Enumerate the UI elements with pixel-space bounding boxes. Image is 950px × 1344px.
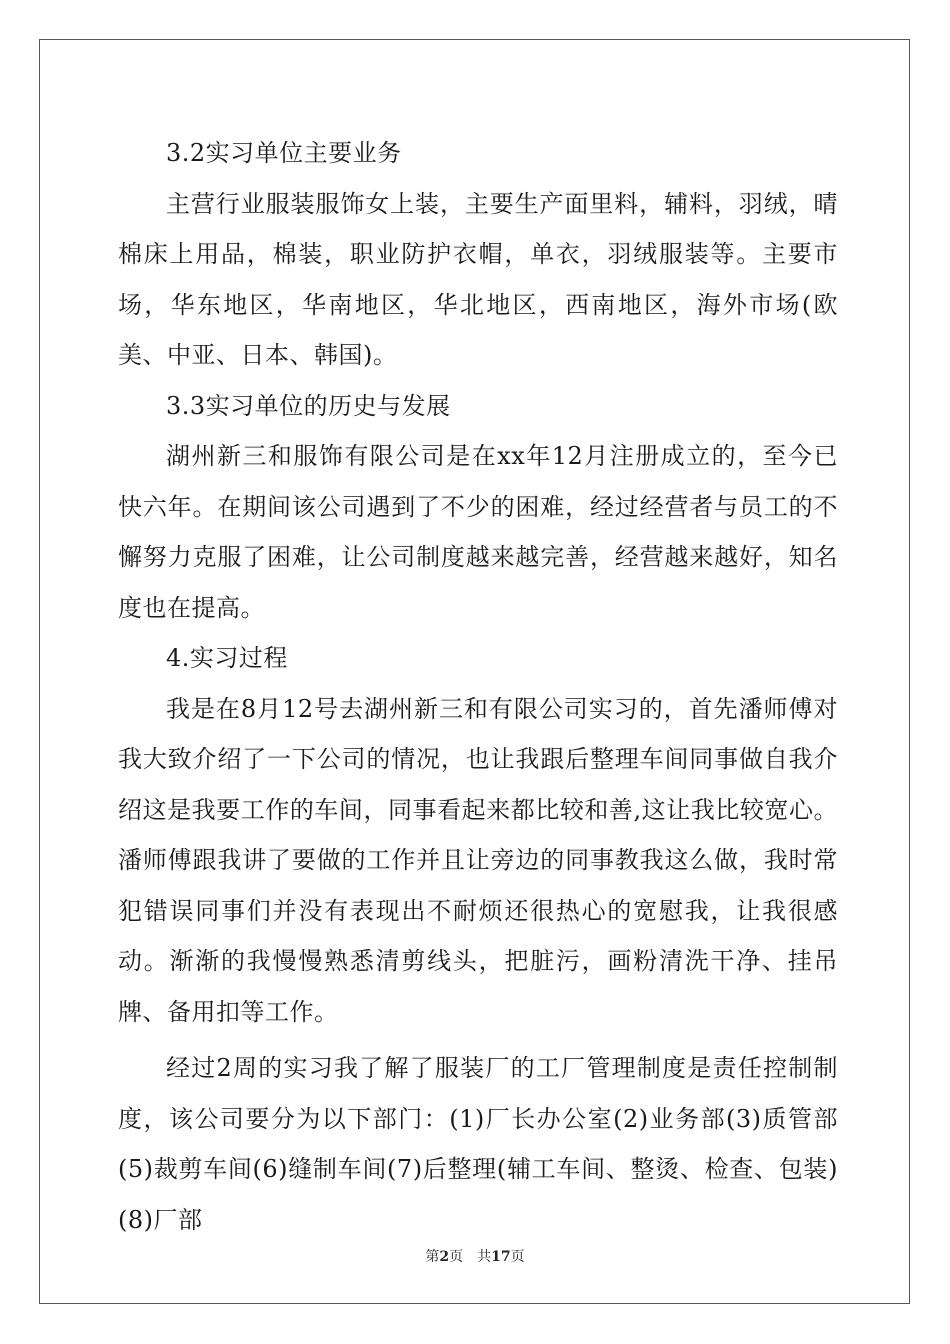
section-heading-3-2: 3.2实习单位主要业务 — [166, 139, 402, 167]
footer-total-prefix: 共 — [477, 1249, 492, 1265]
paragraph-departments: 经过2周的实习我了解了服装厂的工厂管理制度是责任控制制度，该公司要分为以下部门：(1)厂长办公室(2)业务部(3)质管部(5)裁剪车间(6)缝制车间(7)后整理(辅工车间、整烫、检查、包装)(8)厂部 — [118, 1054, 838, 1234]
page-footer — [0, 1246, 950, 1266]
paragraph-internship-process: 我是在8月12号去湖州新三和有限公司实习的，首先潘师傅对我大致介绍了一下公司的情况，也让我跟后整理车间同事做自我介绍这是我要工作的车间，同事看起来都比较和善,这让我比较宽心。潘师傅跟我讲了要做的工作并且让旁边的同事教我这么做，我时常犯错误同事们并没有表现出不耐烦还很热心的宽慰我，让我很感动。渐渐的我慢慢熟悉清剪线头，把脏污，画粉清洗干净、挂吊牌、备用扣等工作。 — [118, 694, 838, 1026]
footer-page-current: 2 — [439, 1249, 450, 1265]
footer-page-prefix: 第 — [425, 1249, 440, 1265]
footer-page-total: 17 — [491, 1249, 511, 1265]
footer-total-suffix: 页 — [510, 1249, 525, 1265]
paragraph-history: 湖州新三和服饰有限公司是在xx年12月注册成立的，至今已快六年。在期间该公司遇到了不少的困难，经过经营者与员工的不懈努力克服了困难，让公司制度越来越完善，经营越来越好，知名度也在提高。 — [118, 442, 838, 622]
paragraph-main-business: 主营行业服装服饰女上装，主要生产面里料，辅料，羽绒，晴棉床上用品，棉装，职业防护衣帽，单衣，羽绒服装等。主要市场，华东地区，华南地区，华北地区，西南地区，海外市场(欧美、中亚、日本、韩国)。 — [118, 189, 838, 369]
document-body — [118, 128, 838, 1245]
footer-page-suffix: 页 — [449, 1249, 464, 1265]
section-heading-3-3: 3.3实习单位的历史与发展 — [166, 391, 451, 420]
section-heading-4: 4.实习过程 — [166, 644, 288, 672]
